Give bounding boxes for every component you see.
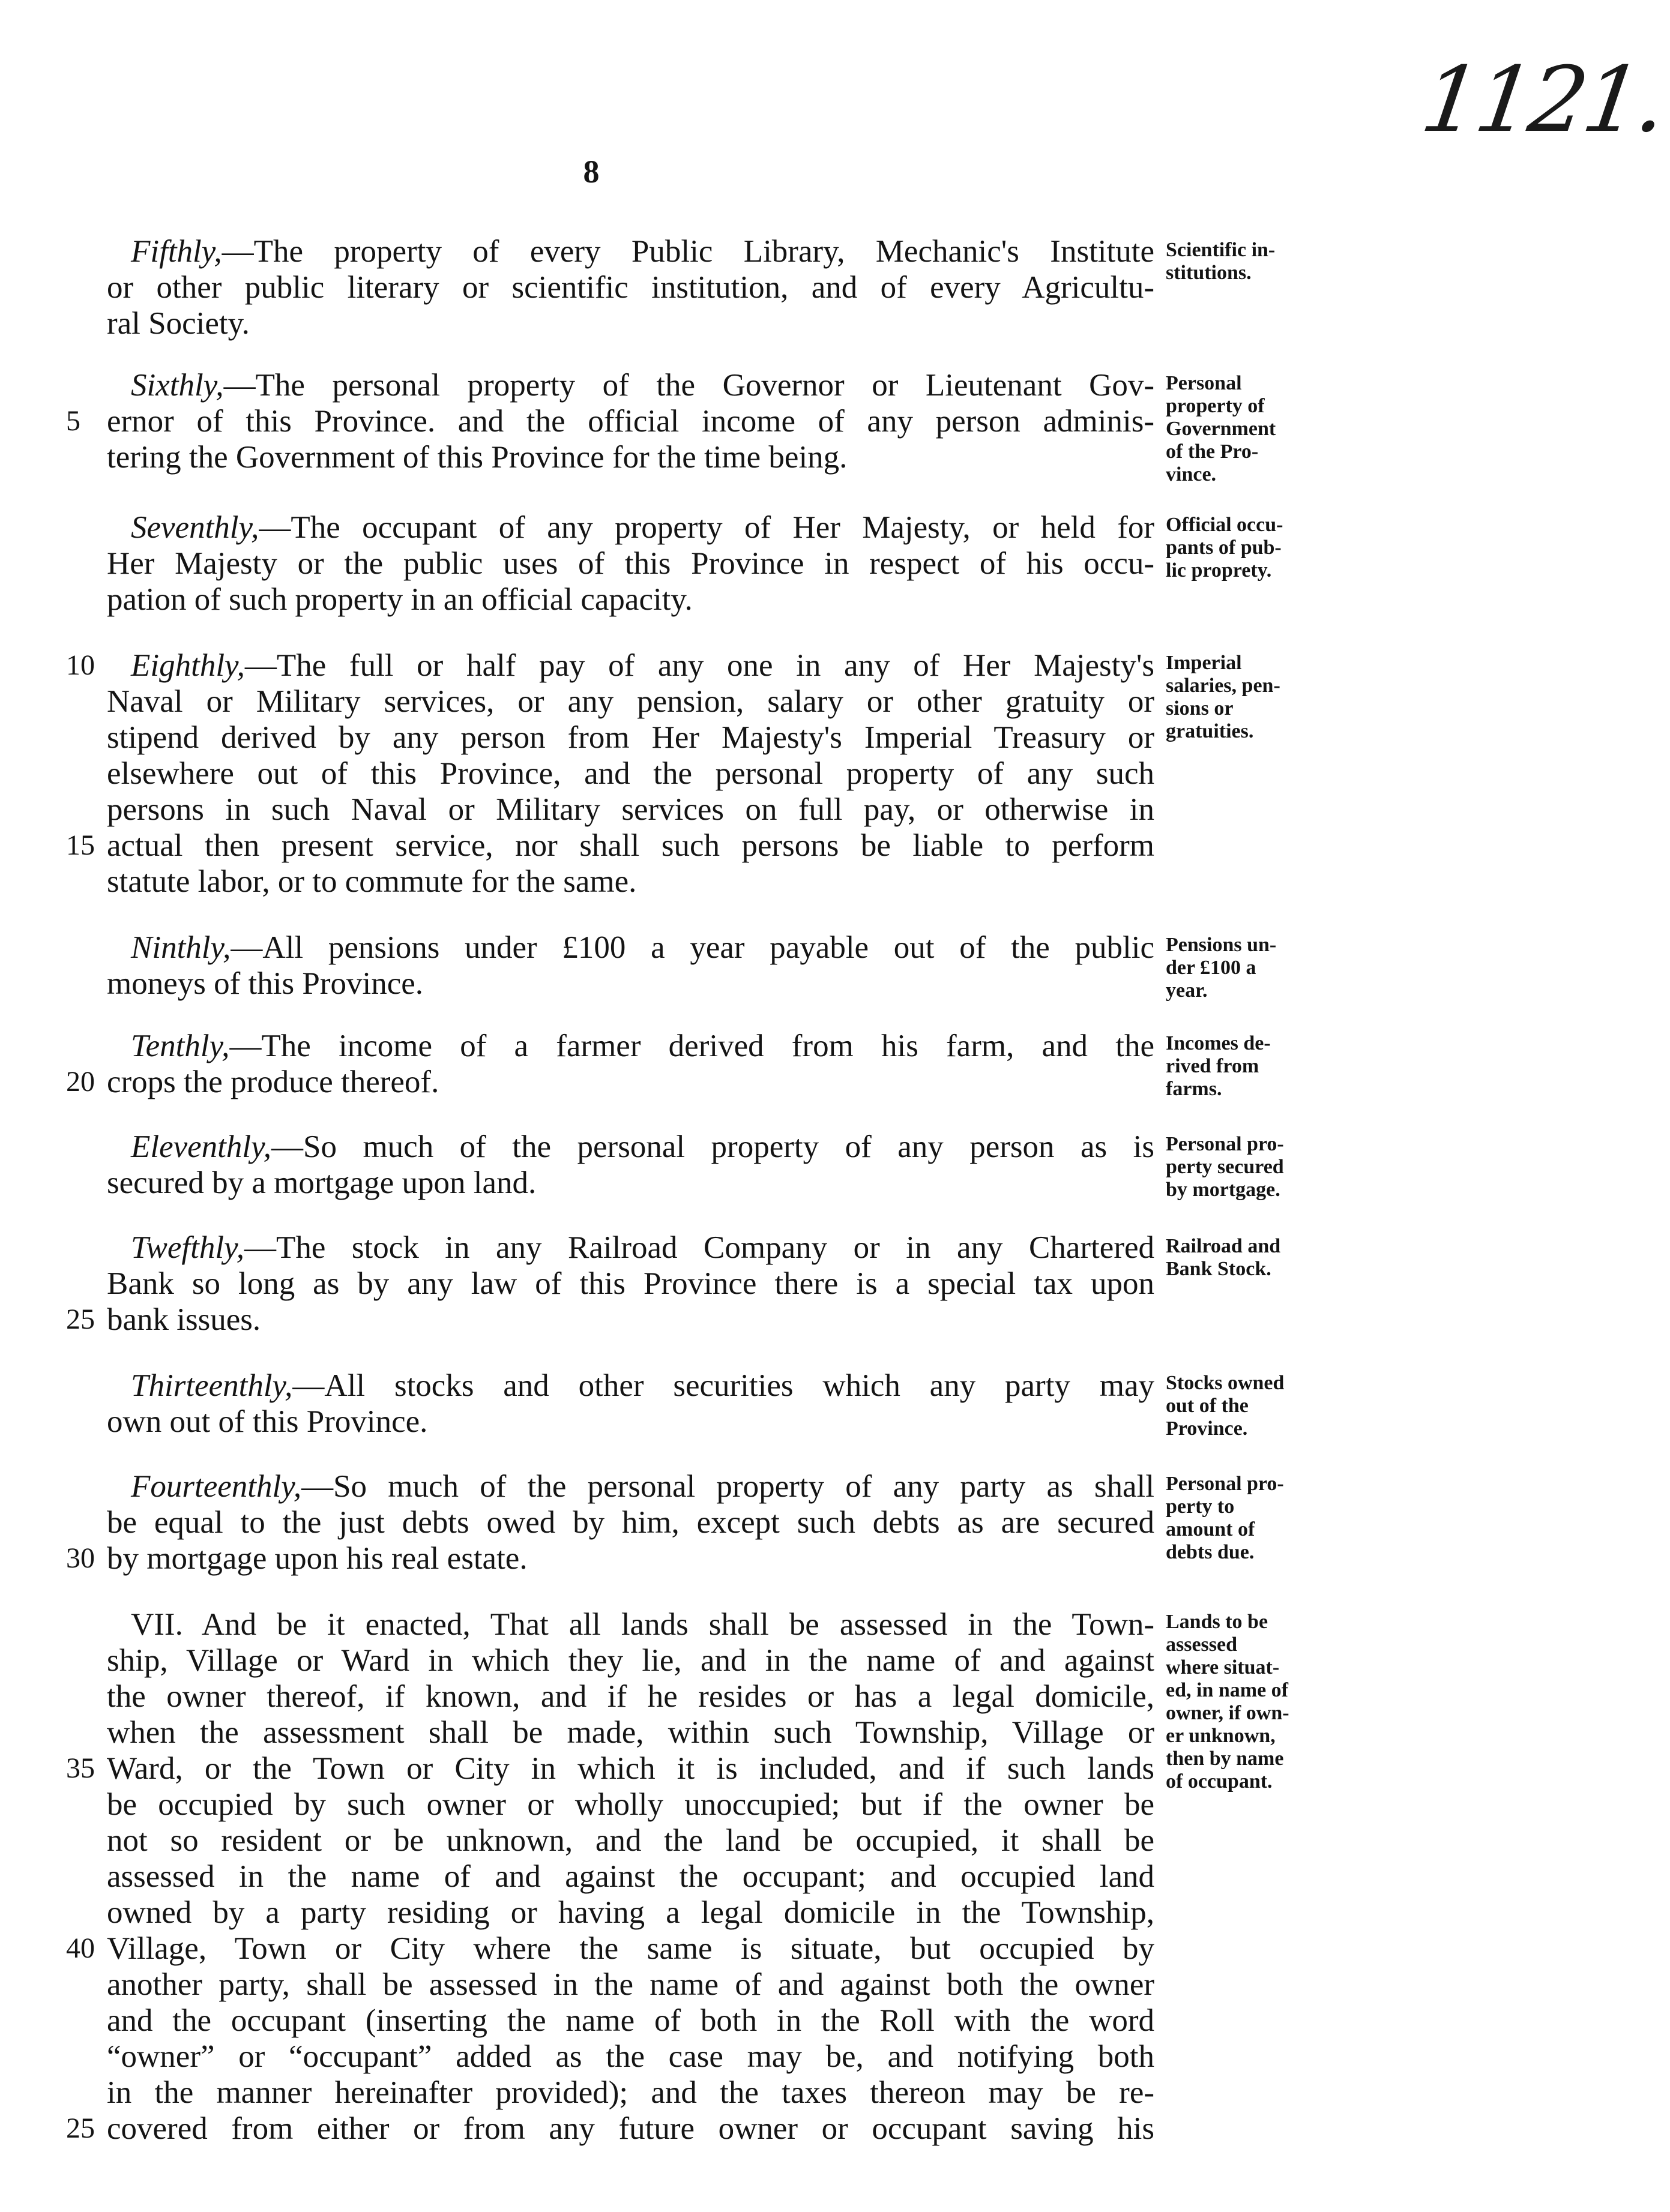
clause-heading: Eighthly,	[131, 648, 245, 683]
page-number: 8	[583, 154, 600, 190]
body-text-line	[107, 1606, 1154, 1643]
body-text-line	[107, 581, 1154, 618]
line-text: ernor of this Province. and the official income of any person adminis-	[107, 404, 1154, 439]
body-text-line	[107, 1786, 1154, 1823]
line-text: not so resident or be unknown, and the land be occupied, it shall be	[107, 1823, 1154, 1858]
marginal-note: Pensions un- der £100 a year.	[1166, 934, 1277, 1002]
line-text: tering the Government of this Province for the time being.	[107, 440, 848, 475]
body-text-line	[107, 545, 1154, 582]
line-number: 15	[66, 829, 95, 861]
marginal-note: Personal property of Government of the Pro- vince.	[1166, 372, 1276, 485]
line-number: 35	[66, 1752, 95, 1784]
body-text-line	[107, 1894, 1154, 1931]
clause-heading: Ninthly,	[131, 930, 231, 965]
line-number: 10	[66, 649, 95, 681]
line-text: stipend derived by any person from Her Majesty's Imperial Treasury or	[107, 720, 1154, 755]
marginal-note: Personal pro- perty secured by mortgage.	[1166, 1133, 1284, 1201]
body-text-line	[107, 1164, 1154, 1201]
body-text-line	[107, 863, 1154, 900]
body-text-line	[107, 791, 1154, 828]
body-text-line	[107, 403, 1154, 440]
line-text: Her Majesty or the public uses of this Province in respect of his occu-	[107, 546, 1154, 581]
line-text: or other public literary or scientific institution, and of every Agricultu-	[107, 270, 1154, 305]
line-number: 40	[66, 1932, 95, 1964]
body-text-line	[107, 929, 1154, 966]
marginal-note: Official occu- pants of pub- lic proprety.	[1166, 514, 1283, 582]
body-text-line	[107, 305, 1154, 342]
line-number: 20	[66, 1066, 95, 1098]
line-number: 25	[66, 2112, 95, 2144]
line-text: bank issues.	[107, 1302, 261, 1337]
body-text-line	[107, 647, 1154, 684]
body-text-line	[107, 965, 1154, 1002]
body-text-line	[107, 1540, 1154, 1577]
body-text-line	[107, 1858, 1154, 1895]
line-text: pation of such property in an official capacity.	[107, 582, 693, 617]
body-text-line	[107, 1027, 1154, 1065]
clause-heading: Fourteenthly,	[131, 1469, 302, 1504]
body-text-line	[107, 233, 1154, 270]
line-text: be occupied by such owner or wholly unoccupied; but if the owner be	[107, 1787, 1154, 1822]
line-text: —So much of the personal property of any party as shall	[301, 1469, 1154, 1504]
marginal-note: Stocks owned out of the Province.	[1166, 1372, 1285, 1440]
line-text: Village, Town or City where the same is situate, but occupied by	[107, 1931, 1154, 1966]
body-text-line	[107, 1468, 1154, 1505]
line-text: assessed in the name of and against the occupant; and occupied land	[107, 1859, 1154, 1894]
line-text: statute labor, or to commute for the same.	[107, 864, 637, 899]
line-text: —All pensions under £100 a year payable out of the public	[231, 930, 1154, 965]
line-text: another party, shall be assessed in the name of and against both the owner	[107, 1967, 1154, 2002]
line-text: elsewhere out of this Province, and the personal property of any such	[107, 756, 1154, 791]
marginal-note: Scientific in- stitutions.	[1166, 239, 1276, 284]
marginal-note: Personal pro- perty to amount of debts due.	[1166, 1473, 1284, 1563]
marginal-note: Railroad and Bank Stock.	[1166, 1235, 1281, 1280]
line-text: —The personal property of the Governor or Lieutenant Gov-	[223, 368, 1154, 403]
marginal-note: Incomes de- rived from farms.	[1166, 1032, 1271, 1100]
line-text: —The occupant of any property of Her Majesty, or held for	[259, 510, 1154, 545]
line-text: actual then present service, nor shall such persons be liable to perform	[107, 828, 1154, 863]
body-text-line	[107, 1504, 1154, 1541]
line-text: “owner” or “occupant” added as the case may be, and notifying both	[107, 2039, 1154, 2074]
clause-heading: Fifthly,	[131, 234, 222, 269]
line-text: by mortgage upon his real estate.	[107, 1541, 528, 1576]
line-text: VII. And be it enacted, That all lands shall be assessed in the Town-	[131, 1607, 1154, 1642]
body-text-line	[107, 827, 1154, 864]
line-text: —All stocks and other securities which any party may	[292, 1368, 1154, 1403]
body-text-line	[107, 1063, 1154, 1101]
clause-heading: Tenthly,	[131, 1029, 230, 1063]
body-text-line	[107, 1930, 1154, 1967]
marginal-note: Lands to be assessed where situat- ed, in name of owner, if own- er unknown, then by name of occupant.	[1166, 1611, 1289, 1793]
body-text-line	[107, 269, 1154, 306]
line-number: 5	[66, 405, 80, 437]
line-number: 30	[66, 1542, 95, 1574]
line-text: persons in such Naval or Military services on full pay, or otherwise in	[107, 792, 1154, 827]
line-text: —The stock in any Railroad Company or in any Chartered	[244, 1230, 1154, 1265]
line-text: the owner thereof, if known, and if he resides or has a legal domicile,	[107, 1679, 1154, 1714]
line-text: —The income of a farmer derived from his farm, and the	[229, 1029, 1154, 1063]
line-text: ral Society.	[107, 306, 250, 341]
body-text-line	[107, 2038, 1154, 2075]
body-text-line	[107, 2074, 1154, 2111]
line-text: crops the produce thereof.	[107, 1065, 439, 1099]
line-text: —So much of the personal property of any person as is	[271, 1129, 1154, 1164]
line-text: in the manner hereinafter provided); and the taxes thereon may be re-	[107, 2075, 1154, 2110]
clause-heading: Seventhly,	[131, 510, 259, 545]
line-number: 25	[66, 1303, 95, 1335]
line-text: —The full or half pay of any one in any of Her Majesty's	[244, 648, 1154, 683]
clause-heading: Eleventhly,	[131, 1129, 271, 1164]
clause-heading: Sixthly,	[131, 368, 224, 403]
clause-heading: Twefthly,	[131, 1230, 244, 1265]
body-text-line	[107, 1750, 1154, 1787]
body-text-line	[107, 683, 1154, 720]
body-text-line	[107, 2002, 1154, 2039]
line-text: moneys of this Province.	[107, 966, 423, 1001]
body-text-line	[107, 367, 1154, 404]
line-text: —The property of every Public Library, Mechanic's Institute	[222, 234, 1154, 269]
body-text-line	[107, 1265, 1154, 1302]
clause-heading: Thirteenthly,	[131, 1368, 293, 1403]
body-text-line	[107, 1642, 1154, 1679]
line-text: Bank so long as by any law of this Province there is a special tax upon	[107, 1266, 1154, 1301]
body-text-line	[107, 509, 1154, 546]
line-text: Naval or Military services, or any pension, salary or other gratuity or	[107, 684, 1154, 719]
line-text: when the assessment shall be made, within such Township, Village or	[107, 1715, 1154, 1750]
marginal-note: Imperial salaries, pen- sions or gratuities.	[1166, 652, 1280, 742]
body-text-line	[107, 719, 1154, 756]
body-text-line	[107, 439, 1154, 476]
line-text: and the occupant (inserting the name of both in the Roll with the word	[107, 2003, 1154, 2038]
line-text: own out of this Province.	[107, 1404, 428, 1439]
body-text-line	[107, 1714, 1154, 1751]
body-text-line	[107, 1403, 1154, 1440]
body-text-line	[107, 1822, 1154, 1859]
body-text-line	[107, 2110, 1154, 2147]
line-text: owned by a party residing or having a legal domicile in the Township,	[107, 1895, 1154, 1930]
body-text-line	[107, 1301, 1154, 1338]
handwritten-folio-number: 1121.	[1415, 48, 1670, 152]
body-text-line	[107, 1367, 1154, 1404]
line-text: be equal to the just debts owed by him, except such debts as are secured	[107, 1505, 1154, 1540]
line-text: ship, Village or Ward in which they lie, and in the name of and against	[107, 1643, 1154, 1678]
body-text-line	[107, 1229, 1154, 1266]
body-text-line	[107, 1966, 1154, 2003]
line-text: covered from either or from any future owner or occupant saving his	[107, 2111, 1154, 2146]
line-text: secured by a mortgage upon land.	[107, 1165, 537, 1200]
body-text-line	[107, 1678, 1154, 1715]
body-text-line	[107, 755, 1154, 792]
body-text-line	[107, 1128, 1154, 1165]
line-text: Ward, or the Town or City in which it is included, and if such lands	[107, 1751, 1154, 1786]
